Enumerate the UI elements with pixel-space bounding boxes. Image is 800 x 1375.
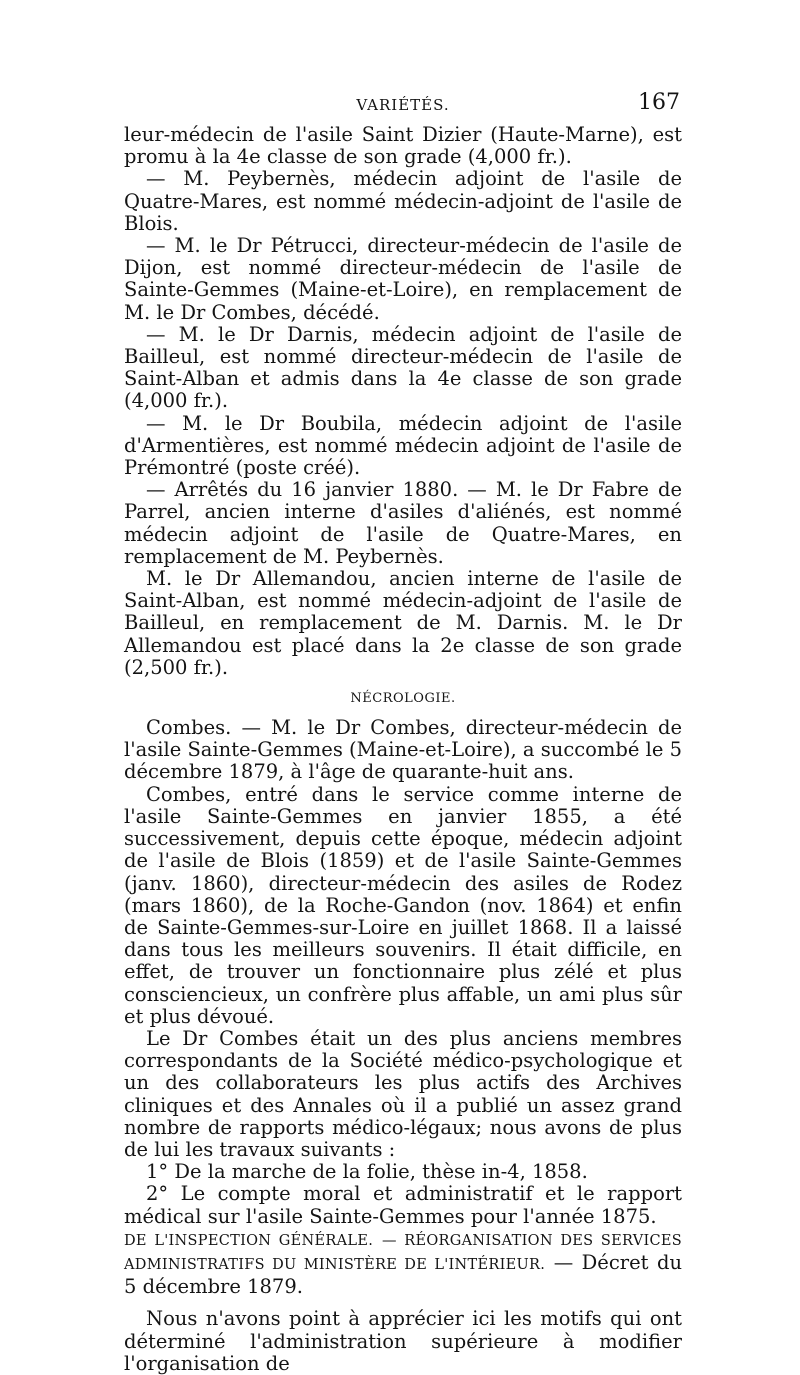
spacer [124, 1298, 682, 1308]
paragraph: — M. le Dr Boubila, médecin adjoint de l'asile d'Armentières, est nommé médecin adjoint de l'asile de Prémontré (poste créé). [124, 411, 682, 480]
paragraph: Nous n'avons point à apprécier ici les motifs qui ont déterminé l'administration supérieure à modifier l'organisation de [124, 1307, 682, 1375]
paragraph: — M. le Dr Pétrucci, directeur-médecin de l'asile de Dijon, est nommé directeur-médecin de l'asile de Sainte-Gemmes (Maine-et-Loire), en remplacement de M. le Dr Combes, décédé. [124, 234, 682, 324]
paragraph: Combes, entré dans le service comme interne de l'asile Sainte-Gemmes en janvier 1855, a été successivement, depuis cette époque, médecin adjoint de l'asile de Blois (1859) et de l'asile Sainte-Gemmes (janv. 1860), directeur-médecin des asiles de Rodez (mars 1860), de la Roche-Gandon (nov. 1864) et enfin de Sainte-Gemmes-sur-Loire en juillet 1868. Il a laissé dans tous les meilleurs souvenirs. Il était difficile, en effet, de trouver un fonctionnaire plus zélé et plus consciencieux, un confrère plus affable, un ami plus sûr et plus dévoué. [124, 782, 682, 1028]
page-header [124, 92, 682, 118]
section-decree: — Décret du 5 décembre 1879. [124, 1250, 682, 1299]
list-item: 1° De la marche de la folie, thèse in-4, 1858. [146, 1160, 588, 1184]
paragraph: M. le Dr Allemandou, ancien interne de l'asile de Saint-Alban, est nommé médecin-adjoint de l'asile de Bailleul, en remplacement de M. Darnis. M. le Dr Allemandou est placé dans la 2e classe de son grade (2,500 fr.). [124, 567, 682, 679]
body-text [124, 124, 682, 1375]
paragraph: — M. Peybernès, médecin adjoint de l'asile de Quatre-Mares, est nommé médecin-adjoint de l'asile de Blois. [124, 167, 682, 235]
page-number: 167 [638, 90, 680, 115]
section-title: — RÉORGANISATION DES SERVICES ADMINISTRATIFS DU MINISTÈRE DE L'INTÉRIEUR. [124, 1232, 683, 1273]
paragraph: Combes. — M. le Dr Combes, directeur-médecin de l'asile Sainte-Gemmes (Maine-et-Loire), a succombé le 5 décembre 1879, à l'âge de quarante-huit ans. [124, 716, 682, 784]
section-label: DE L'INSPECTION GÉNÉRALE. [124, 1232, 374, 1249]
paragraph: — M. le Dr Darnis, médecin adjoint de l'asile de Bailleul, est nommé directeur-médecin de l'asile de Saint-Alban et admis dans la 4e classe de son grade (4,000 fr.). [124, 322, 682, 413]
necrologie-heading: NÉCROLOGIE. [350, 691, 456, 707]
running-title: VARIÉTÉS. [356, 96, 450, 114]
paragraph: — Arrêtés du 16 janvier 1880. — M. le Dr Fabre de Parrel, ancien interne d'asiles d'aliénés, est nommé médecin adjoint de l'asile de Quatre-Mares, en remplacement de M. Peybernès. [124, 478, 682, 568]
paragraph: Le Dr Combes était un des plus anciens membres correspondants de la Société médico-psychologique et un des collaborateurs les plus actifs des Archives cliniques et des Annales où il a publié un assez grand nombre de rapports médico-légaux; nous avons de plus de lui les travaux suivants : [124, 1026, 682, 1161]
paragraph: leur-médecin de l'asile Saint Dizier (Haute-Marne), est promu à la 4e classe de son grade (4,000 fr.). [124, 123, 682, 169]
list-item: 2° Le compte moral et administratif et le rapport médical sur l'asile Sainte-Gemmes pour l'année 1875. [124, 1182, 682, 1228]
section-heading [124, 1228, 682, 1299]
